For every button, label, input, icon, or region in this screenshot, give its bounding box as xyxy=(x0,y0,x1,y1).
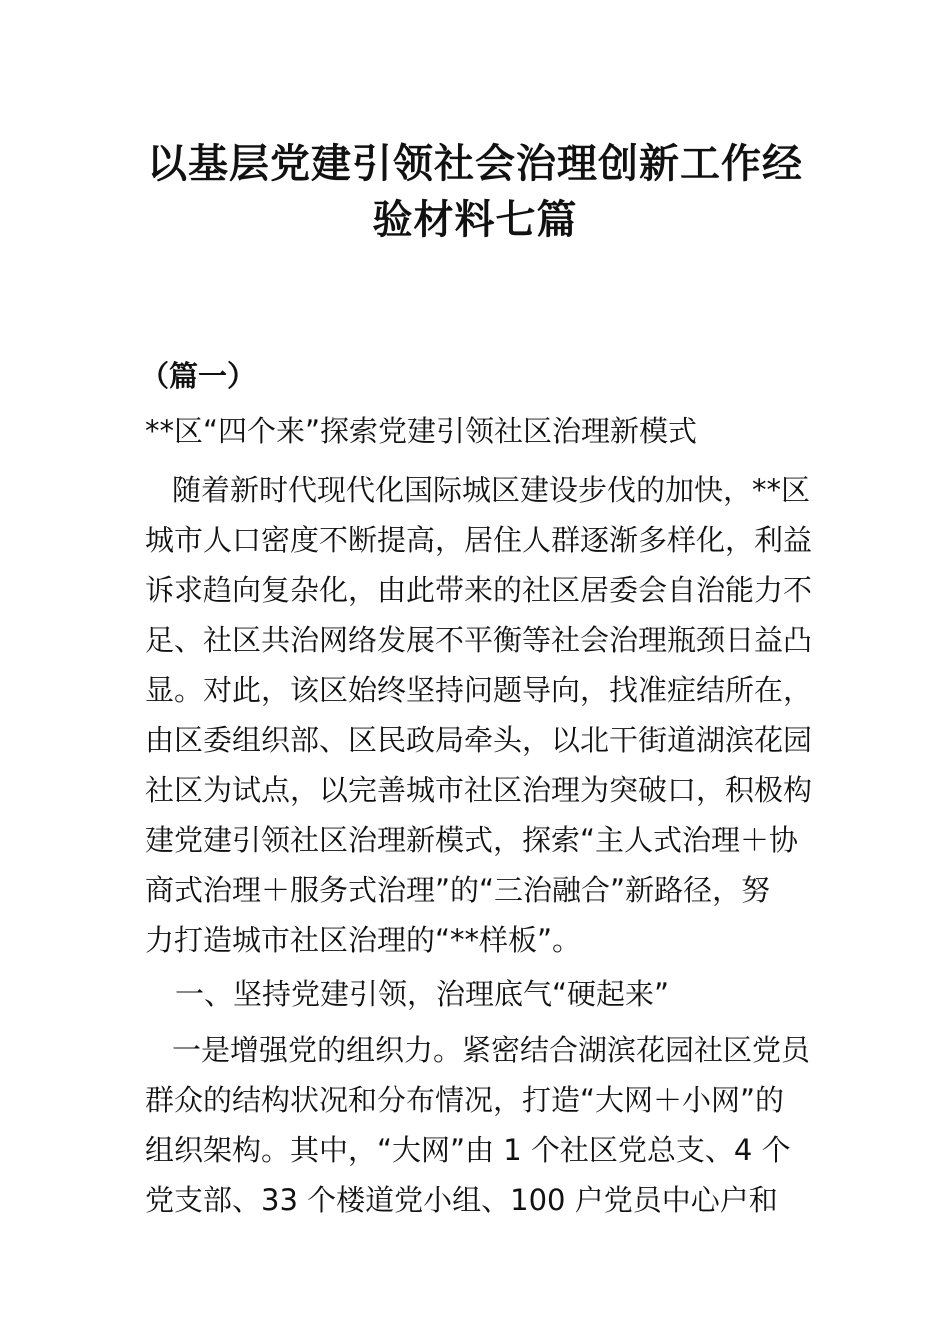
section-label: （篇一） xyxy=(140,359,257,393)
paragraph-line: 社区为试点，以完善城市社区治理为突破口，积极构 xyxy=(145,773,813,807)
paragraph-line: 党支部、33 个楼道党小组、100 户党员中心户和 xyxy=(145,1183,778,1217)
section-heading: 一、坚持党建引领，治理底气“硬起来” xyxy=(175,977,670,1011)
paragraph-line: 组织架构。其中，“大网”由 1 个社区党总支、4 个 xyxy=(145,1133,791,1167)
paragraph-line: 力打造城市社区治理的“**样板”。 xyxy=(145,923,582,957)
paragraph-line: 建党建引领社区治理新模式，探索“主人式治理＋协 xyxy=(145,823,799,857)
document-title-line-2: 验材料七篇 xyxy=(372,197,578,243)
paragraph-line: 一是增强党的组织力。紧密结合湖滨花园社区党员 xyxy=(172,1033,811,1067)
paragraph-line: 足、社区共治网络发展不平衡等社会治理瓶颈日益凸 xyxy=(145,623,813,657)
paragraph-line: 随着新时代现代化国际城区建设步伐的加快，**区 xyxy=(172,473,811,507)
paragraph-line: 群众的结构状况和分布情况，打造“大网＋小网”的 xyxy=(145,1083,785,1117)
document-title-line-1: 以基层党建引领社会治理创新工作经 xyxy=(147,141,803,187)
paragraph-line: 显。对此，该区始终坚持问题导向，找准症结所在， xyxy=(145,673,813,707)
paragraph-line: 由区委组织部、区民政局牵头，以北干街道湖滨花园 xyxy=(145,723,813,757)
paragraph-line: 诉求趋向复杂化，由此带来的社区居委会自治能力不 xyxy=(145,573,813,607)
paragraph-line: 商式治理＋服务式治理”的“三治融合”新路径，努 xyxy=(145,873,771,907)
paragraph-line: 城市人口密度不断提高，居住人群逐渐多样化，利益 xyxy=(145,523,813,557)
article-subtitle: **区“四个来”探索党建引领社区治理新模式 xyxy=(145,414,698,448)
